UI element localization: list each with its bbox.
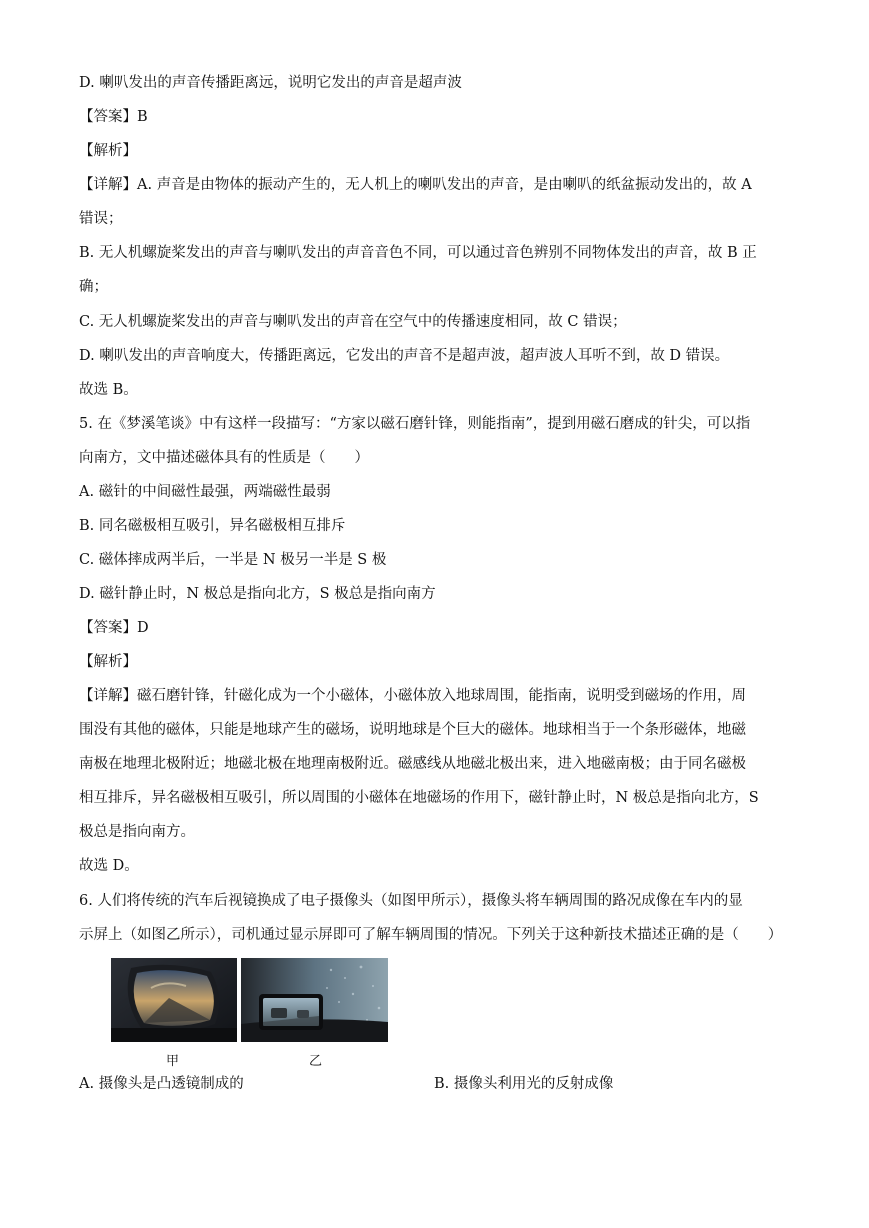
text-line: 极总是指向南方。 — [79, 824, 195, 840]
text-line: C. 无人机螺旋桨发出的声音与喇叭发出的声音在空气中的传播速度相同，故 C 错误； — [79, 314, 627, 330]
text-line: D. 喇叭发出的声音传播距离远，说明它发出的声音是超声波 — [79, 75, 462, 91]
answer-label: 【答案】B — [79, 109, 148, 125]
question-text: 向南方，文中描述磁体具有的性质是（ ） — [79, 450, 369, 466]
analysis-label: 【解析】 — [79, 654, 137, 670]
option-d: D. 磁针静止时，N 极总是指向北方，S 极总是指向南方 — [79, 586, 436, 602]
text-line: B. 无人机螺旋桨发出的声音与喇叭发出的声音音色不同，可以通过音色辨别不同物体发出的声音，故 B 正 — [79, 245, 757, 261]
option-b: B. 摄像头利用光的反射成像 — [434, 1076, 614, 1092]
text-line: 故选 B。 — [79, 382, 138, 398]
text-line: 围没有其他的磁体，只能是地球产生的磁场，说明地球是个巨大的磁体。地球相当于一个条形磁体，地磁 — [79, 722, 746, 738]
text-line: 错误； — [79, 211, 123, 227]
side-mirror-photo — [111, 958, 237, 1042]
analysis-label: 【解析】 — [79, 143, 137, 159]
text-line: 【详解】磁石磨针锋，针磁化成为一个小磁体，小磁体放入地球周围，能指南，说明受到磁场的作用，周 — [79, 688, 746, 704]
option-b: B. 同名磁极相互吸引，异名磁极相互排斥 — [79, 518, 346, 534]
text-line: D. 喇叭发出的声音响度大，传播距离远，它发出的声音不是超声波，超声波人耳听不到，故 D 错误。 — [79, 348, 730, 364]
text-line: 确； — [79, 279, 108, 295]
text-line: 南极在地理北极附近；地磁北极在地理南极附近。磁感线从地磁北极出来，进入地磁南极；由于同名磁极 — [79, 756, 746, 772]
text-line: 【详解】A. 声音是由物体的振动产生的，无人机上的喇叭发出的声音，是由喇叭的纸盆振动发出的，故 A — [79, 177, 752, 193]
question-text: 示屏上（如图乙所示），司机通过显示屏即可了解车辆周围的情况。下列关于这种新技术描述正确的是（ ） — [79, 927, 783, 943]
text-line: 相互排斥，异名磁极相互吸引，所以周围的小磁体在地磁场的作用下，磁针静止时，N 极总是指向北方，S — [79, 790, 759, 806]
option-a: A. 磁针的中间磁性最强，两端磁性最弱 — [79, 484, 331, 500]
caption-left: 甲 — [166, 1054, 180, 1069]
text-line: 故选 D。 — [79, 858, 139, 874]
display-screen-photo — [241, 958, 388, 1042]
option-c: C. 磁体摔成两半后，一半是 N 极另一半是 S 极 — [79, 552, 387, 568]
question-text: 6. 人们将传统的汽车后视镜换成了电子摄像头（如图甲所示），摄像头将车辆周围的路况成像在车内的显 — [79, 893, 743, 909]
question-text: 5. 在《梦溪笔谈》中有这样一段描写：“方家以磁石磨针锋，则能指南”，提到用磁石磨成的针尖，可以指 — [79, 416, 751, 432]
caption-right: 乙 — [309, 1054, 323, 1069]
answer-label: 【答案】D — [79, 620, 149, 636]
option-a: A. 摄像头是凸透镜制成的 — [79, 1076, 244, 1092]
